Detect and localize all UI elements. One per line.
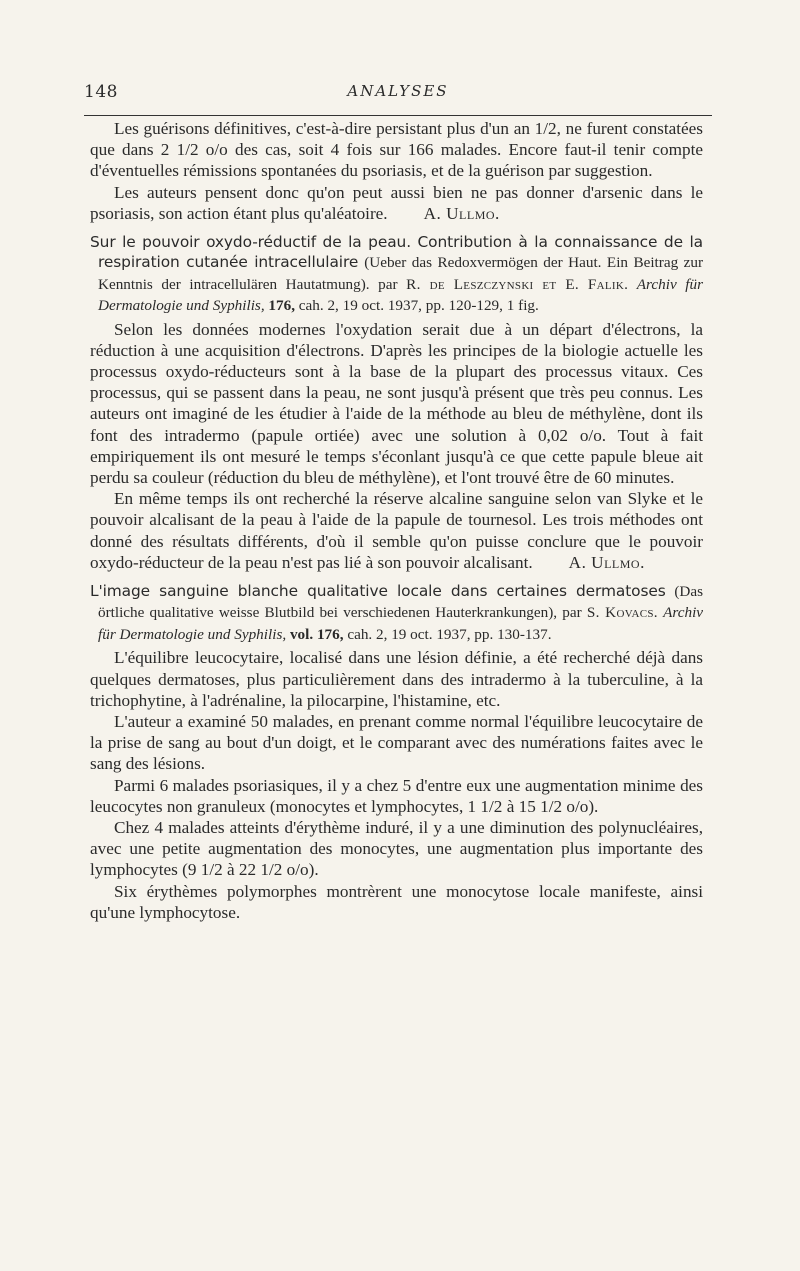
article-1-paragraph-2-text: En même temps ils ont recherché la réserve alcaline sanguine selon van Slyke et le pouvoir alcalisant de la peau à l'aide de la papule de tournesol. Les trois méthodes ont donné des résultats différents, d'où il semble qu'on puisse conclure que le pouvoir oxydo-réducteur de la peau n'est pas lié à son pouvoir alcalisant.	[90, 489, 703, 572]
header-rule	[84, 115, 712, 116]
article-1-volume: 176,	[268, 297, 295, 315]
article-2-ref-tail: cah. 2, 19 oct. 1937, pp. 130-137.	[347, 625, 552, 643]
signature: A. Ullmo.	[423, 203, 500, 223]
running-header	[84, 82, 712, 108]
signature: A. Ullmo.	[568, 552, 645, 572]
article-1-title: Sur le pouvoir oxydo-réductif de la peau. Contribution à la connaissance de la respiration cutanée intracellulaire	[90, 233, 703, 272]
article-2-paragraph-2: L'auteur a examiné 50 malades, en prenant comme normal l'équilibre leucocytaire de la prise de sang au bout d'un doigt, et le comparant avec des numérations faites avec le sang des lésions.	[90, 711, 703, 774]
article-2-volume: vol. 176,	[289, 625, 344, 643]
article-2-paragraph-3: Parmi 6 malades psoriasiques, il y a chez 5 d'entre eux une augmentation minime des leucocytes non granuleux (monocytes et lymphocytes, 1 1/2 à 15 1/2 o/o).	[90, 775, 703, 816]
article-1-paragraph-2	[90, 488, 703, 573]
article-2-paragraph-1: L'équilibre leucocytaire, localisé dans une lésion définie, a été recherché déjà dans quelques dermatoses, plus particulièrement dans des intradermo à la tuberculine, à la trichophytine, à l'adrénaline, la pilocarpine, l'histamine, etc.	[90, 648, 703, 710]
article-1-paragraph-1: Selon les données modernes l'oxydation serait due à un départ d'électrons, la réduction à une acquisition d'électrons. D'après les principes de la biologie actuelle les processus oxydo-réducteurs sont à la base de la plupart des processus vitaux. Ces processus, qui se passent dans la peau, ne sont jusqu'à présent que très peu connus. Les auteurs ont imaginé de les étudier à l'aide de la méthode au bleu de méthylène, dont ils font des intradermo (papule ortiée) avec une solution à 0,02 o/o. Tout à fait empiriquement ils ont mesuré le temps s'éconlant jusqu'à ce que cette papule bleue ait perdu sa couleur (réduction du bleu de méthylène), et l'ont trouvé être de 60 minutes.	[90, 319, 703, 488]
article-1-journal: Archiv für Dermatologie und Syphilis,	[98, 275, 704, 315]
article-1-original-title: (Ueber das Redoxvermögen der Haut. Ein Beitrag zur Kenntnis der intracellulären Hautatmung). par	[98, 254, 703, 293]
intro-paragraph-2-text: Les auteurs pensent donc qu'on peut aussi bien ne pas donner d'arsenic dans le psoriasis, son action étant plus qu'aléatoire.	[90, 182, 703, 223]
article-1-ref-tail: cah. 2, 19 oct. 1937, pp. 120-129, 1 fig.	[298, 297, 539, 315]
article-2-paragraph-5: Six érythèmes polymorphes montrèrent une monocytose locale manifeste, ainsi qu'une lymphocytose.	[90, 881, 703, 922]
body-text	[90, 118, 703, 923]
intro-section	[90, 118, 703, 224]
article-2-paragraph-4: Chez 4 malades atteints d'érythème induré, il y a une diminution des polynucléaires, avec une petite augmentation des monocytes, une augmentation plus importante des lymphocytes (9 1/2 à 22 1/2 o/o).	[90, 817, 703, 880]
running-title: ANALYSES	[347, 82, 449, 100]
article-2-title: L'image sanguine blanche qualitative locale dans certaines dermatoses	[90, 582, 666, 601]
article-2-original-title: (Das örtliche qualitative weisse Blutbild bei verschiedenen Hauterkrankungen), par	[98, 583, 703, 622]
article-1	[90, 232, 703, 573]
article-2-authors: S. Kovacs.	[586, 604, 658, 622]
article-2	[90, 581, 703, 923]
article-2-heading	[90, 581, 703, 645]
intro-paragraph-2	[90, 182, 703, 224]
article-1-heading	[90, 232, 703, 317]
page-number: 148	[84, 82, 118, 102]
article-1-authors: R. de Leszczynski et E. Falik.	[406, 275, 629, 293]
intro-paragraph-1: Les guérisons définitives, c'est-à-dire persistant plus d'un an 1/2, ne furent constatées que dans 2 1/2 o/o des cas, soit 4 fois sur 166 malades. Encore faut-il tenir compte d'éventuelles rémissions spontanées du psoriasis, et de la guérison par suggestion.	[90, 119, 703, 181]
article-2-journal: Archiv für Dermatologie und Syphilis,	[98, 604, 704, 643]
